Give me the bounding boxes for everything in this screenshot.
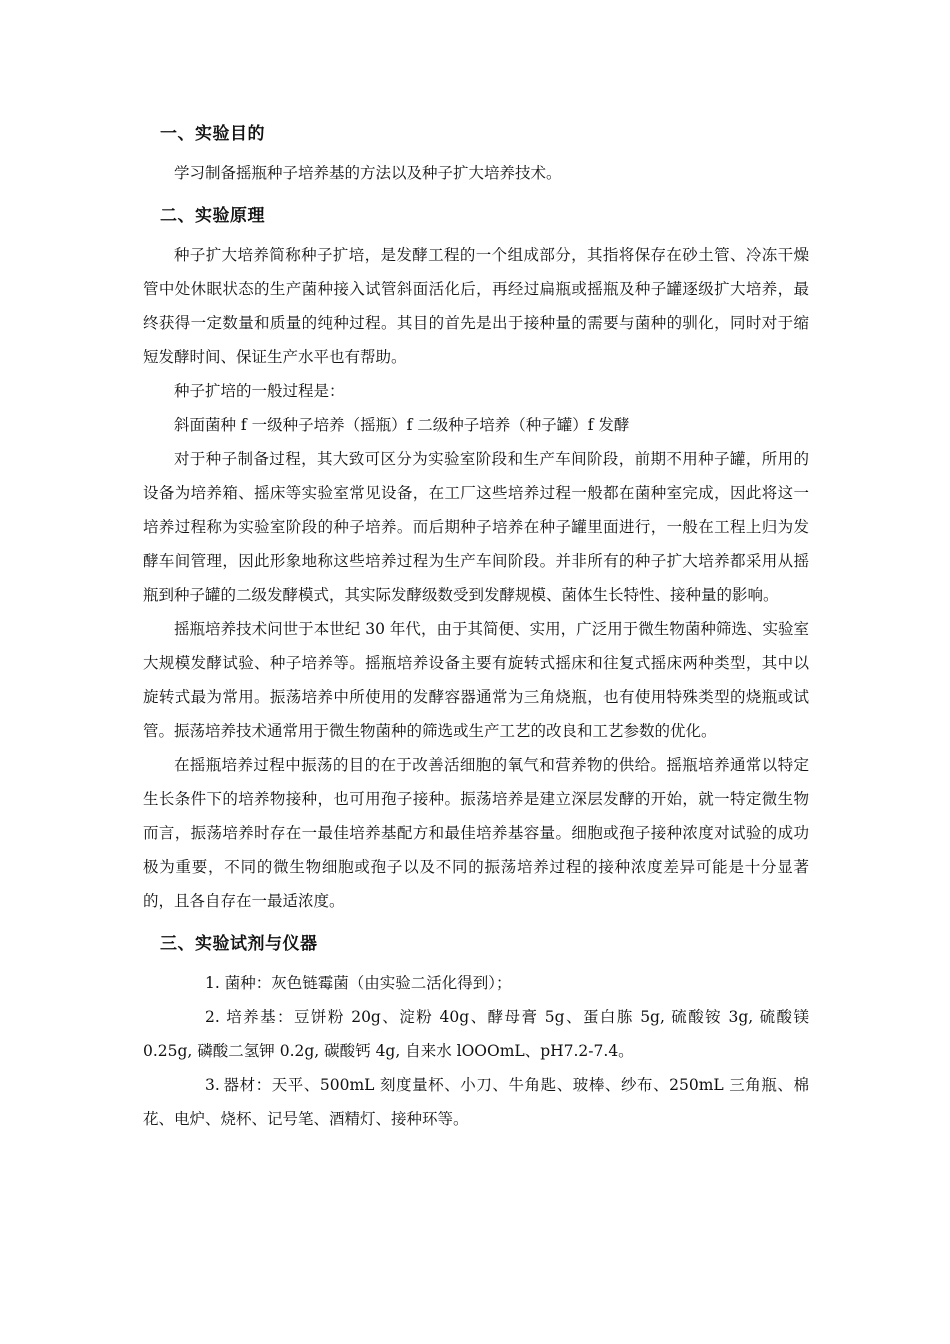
section-materials [143,922,809,1136]
materials-item-3 [143,1068,809,1136]
list-number: 1. [205,974,220,992]
section-heading-materials: 三、实验试剂与仪器 [160,934,318,954]
list-text: 菌种：灰色链霉菌（由实验二活化得到）； [224,974,512,992]
materials-item-1 [143,966,809,1000]
section-principle [143,194,809,918]
principle-paragraph-1: 种子扩大培养简称种子扩培，是发酵工程的一个组成部分，其指将保存在砂土管、冷冻干燥管中处休眠状态的生产菌种接入试管斜面活化后，再经过扁瓶或摇瓶及种子罐逐级扩大培养，最终获得一定数量和质量的纯种过程。其目的首先是出于接种量的需要与菌种的驯化，同时对于缩短发酵时间、保证生产水平也有帮助。 [143,246,809,366]
section-heading-principle: 二、实验原理 [160,206,265,226]
list-text: 器材：天平、500mL 刻度量杯、小刀、牛角匙、玻棒、纱布、250mL 三角瓶、棉花、电炉、烧杯、记号笔、酒精灯、接种环等。 [143,1076,809,1128]
materials-item-2 [143,1000,809,1068]
list-number: 2. [205,1008,220,1026]
principle-paragraph-5: 摇瓶培养技术问世于本世纪 30 年代，由于其简便、实用，广泛用于微生物菌种筛选、实验室大规模发酵试验、种子培养等。摇瓶培养设备主要有旋转式摇床和往复式摇床两种类型，其中以旋转式最为常用。振荡培养中所使用的发酵容器通常为三角烧瓶，也有使用特殊类型的烧瓶或试管。振荡培养技术通常用于微生物菌种的筛选或生产工艺的改良和工艺参数的优化。 [143,620,809,740]
document-body [143,112,809,1136]
principle-process-flow: 斜面菌种 f 一级种子培养（摇瓶）f 二级种子培养（种子罐）f 发酵 [174,416,630,434]
principle-paragraph-6: 在摇瓶培养过程中振荡的目的在于改善活细胞的氧气和营养物的供给。摇瓶培养通常以特定生长条件下的培养物接种，也可用孢子接种。振荡培养是建立深层发酵的开始，就一特定微生物而言，振荡培养时存在一最佳培养基配方和最佳培养基容量。细胞或孢子接种浓度对试验的成功极为重要，不同的微生物细胞或孢子以及不同的振荡培养过程的接种浓度差异可能是十分显著的，且各自存在一最适浓度。 [143,756,809,910]
section-purpose [143,112,809,190]
principle-paragraph-2: 种子扩培的一般过程是： [174,382,345,400]
list-number: 3. [205,1076,220,1094]
purpose-paragraph: 学习制备摇瓶种子培养基的方法以及种子扩大培养技术。 [174,164,562,182]
list-text: 培养基：豆饼粉 20g、淀粉 40g、酵母膏 5g、蛋白胨 5g, 硫酸铵 3g, 硫酸镁 0.25g, 磷酸二氢钾 0.2g, 碳酸钙 4g, 自来水 lOOOmL、pH7.2-7.4。 [143,1008,809,1060]
section-heading-purpose: 一、实验目的 [160,124,265,144]
principle-paragraph-4: 对于种子制备过程，其大致可区分为实验室阶段和生产车间阶段，前期不用种子罐，所用的设备为培养箱、摇床等实验室常见设备，在工厂这些培养过程一般都在菌种室完成，因此将这一培养过程称为实验室阶段的种子培养。而后期种子培养在种子罐里面进行，一般在工程上归为发酵车间管理，因此形象地称这些培养过程为生产车间阶段。并非所有的种子扩大培养都采用从摇瓶到种子罐的二级发酵模式，其实际发酵级数受到发酵规模、菌体生长特性、接种量的影响。 [143,450,809,604]
